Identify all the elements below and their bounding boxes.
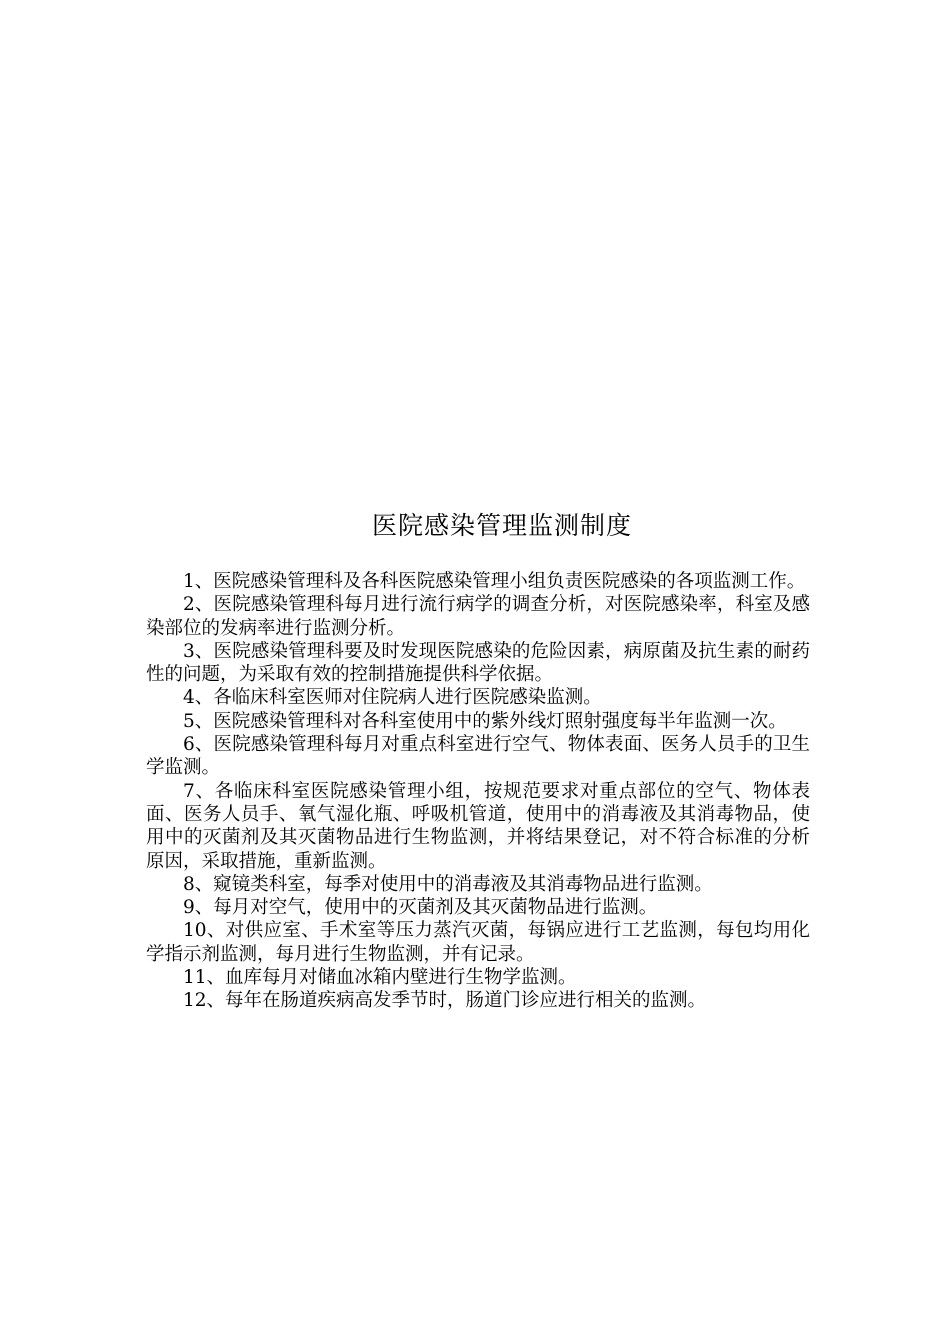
paragraph-7: 7、各临床科室医院感染管理小组，按规范要求对重点部位的空气、物体表面、医务人员手、氧气湿化瓶、呼吸机管道，使用中的消毒液及其消毒物品，使用中的灭菌剂及其灭菌物品进行生物监测，并将结果登记，对不符合标准的分析原因，采取措施，重新监测。 bbox=[146, 780, 810, 872]
paragraph-11: 11、血库每月对储血冰箱内壁进行生物学监测。 bbox=[183, 967, 577, 989]
paragraph-9: 9、每月对空气，使用中的灭菌剂及其灭菌物品进行监测。 bbox=[183, 897, 658, 919]
document-body bbox=[146, 570, 810, 1013]
paragraph-12: 12、每年在肠道疾病高发季节时，肠道门诊应进行相关的监测。 bbox=[183, 990, 707, 1012]
paragraph-4: 4、各临床科室医师对住院病人进行医院感染监测。 bbox=[183, 687, 602, 709]
paragraph-2: 2、医院感染管理科每月进行流行病学的调查分析，对医院感染率，科室及感染部位的发病率进行监测分析。 bbox=[146, 594, 810, 639]
paragraph-1: 1、医院感染管理科及各科医院感染管理小组负责医院感染的各项监测工作。 bbox=[183, 571, 806, 592]
paragraph-5: 5、医院感染管理科对各科室使用中的紫外线灯照射强度每半年监测一次。 bbox=[183, 710, 787, 732]
paragraph-8: 8、窥镜类科室，每季对使用中的消毒液及其消毒物品进行监测。 bbox=[183, 873, 713, 895]
document-title: 医院感染管理监测制度 bbox=[371, 511, 632, 540]
paragraph-6: 6、医院感染管理科每月对重点科室进行空气、物体表面、医务人员手的卫生学监测。 bbox=[146, 734, 810, 779]
paragraph-3: 3、医院感染管理科要及时发现医院感染的危险因素，病原菌及抗生素的耐药性的问题，为采取有效的控制措施提供科学依据。 bbox=[146, 640, 810, 686]
paragraph-10: 10、对供应室、手术室等压力蒸汽灭菌，每锅应进行工艺监测，每包均用化学指示剂监测，每月进行生物监测，并有记录。 bbox=[146, 920, 810, 965]
